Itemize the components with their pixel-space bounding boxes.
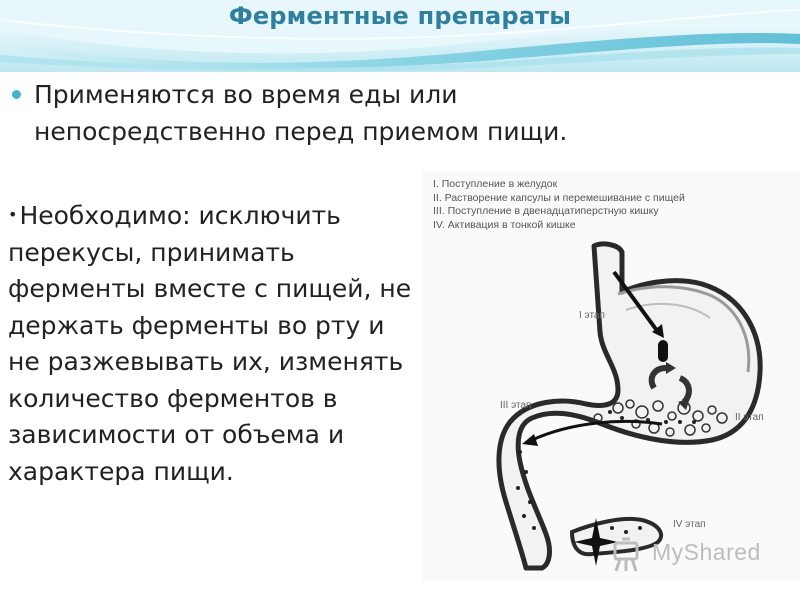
legend-item: III. Поступление в двенадцатиперстную кишку — [433, 205, 659, 217]
bullet-usage-text: Применяются во время еды или непосредственно перед приемом пищи. — [34, 80, 568, 146]
capsule-icon — [658, 340, 668, 362]
bullet-dot-icon: • — [8, 205, 18, 224]
legend-item: IV. Активация в тонкой кишке — [433, 218, 576, 231]
legend-item: II. Растворение капсулы и перемешивание с пищей — [433, 191, 685, 204]
header-banner — [0, 0, 800, 72]
bullet-requirements-text: Необходимо: исключить перекусы, принимать ферменты вместе с пищей, не держать ферменты во рту и не разжевывать их, изменять количество ферментов в зависимости от объема и характера пищи. — [8, 201, 412, 486]
watermark-text: MyShared — [652, 539, 761, 565]
bullet-requirements — [8, 197, 418, 490]
stage-3-label: III этап — [500, 400, 532, 411]
stomach-illustration — [422, 172, 800, 580]
stage-2-label: II этап — [735, 412, 764, 423]
slide-title: Ферментные препараты — [228, 2, 572, 30]
bullet-dot-icon — [12, 90, 21, 99]
legend-item: I. Поступление в желудок — [433, 178, 558, 190]
watermark-logo-icon — [612, 535, 646, 575]
stage-4-label: IV этап — [673, 519, 706, 530]
bullet-usage-timing — [12, 76, 692, 150]
stage-1-label: I этап — [579, 310, 605, 321]
watermark — [612, 533, 772, 577]
